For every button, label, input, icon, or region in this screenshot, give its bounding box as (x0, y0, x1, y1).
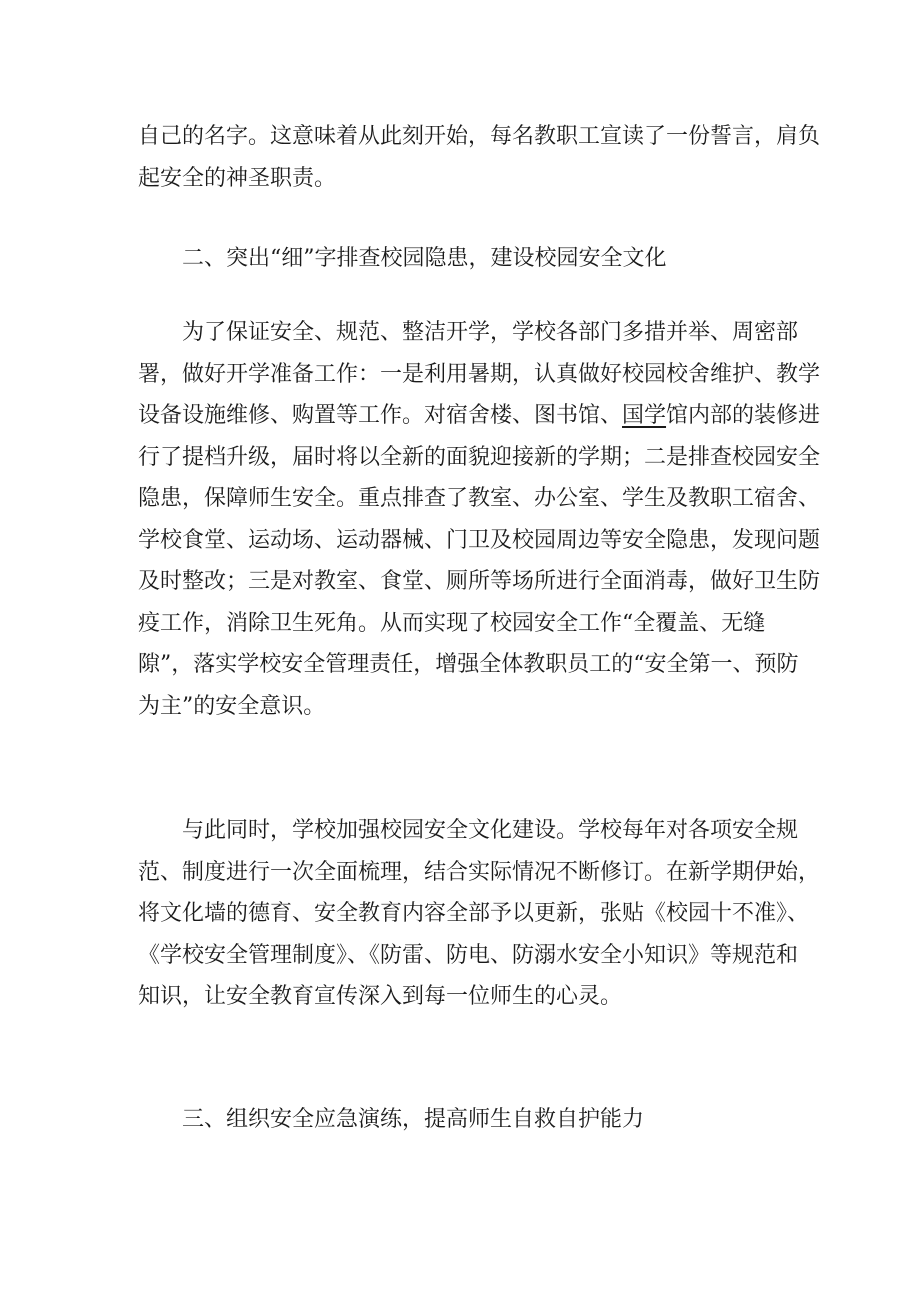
guoxue-link[interactable]: 国学 (622, 403, 667, 428)
paragraph-safety-culture (138, 810, 821, 1018)
text-line: 范、制度进行一次全面梳理，结合实际情况不断修订。在新学期伊始， (138, 859, 821, 885)
paragraph-inspection (138, 312, 821, 727)
text-line: 将文化墙的德育、安全教育内容全部予以更新，张贴《校园十不准》、 (138, 901, 810, 926)
section-heading-3: 三、组织安全应急演练，提高师生自救自护能力 (182, 1107, 645, 1132)
text-line: 《学校安全管理制度》、《防雷、防电、防溺水安全小知识》等规范和 (138, 942, 799, 968)
text-line: 行了提档升级，届时将以全新的面貌迎接新的学期；二是排查校园安全 (138, 444, 821, 470)
text-fragment: 馆内部的装修进 (666, 403, 821, 428)
text-line: 知识，让安全教育宣传深入到每一位师生的心灵。 (138, 984, 623, 1009)
text-line: 为了保证安全、规范、整洁开学，学校各部门多措并举、周密部 (182, 320, 799, 345)
text-line: 署，做好开学准备工作：一是利用暑期，认真做好校园校舍维护、教学 (138, 361, 821, 387)
text-fragment: 设备设施维修、购置等工作。对宿舍楼、图书馆、 (138, 403, 623, 428)
text-line: 及时整改；三是对教室、食堂、厕所等场所进行全面消毒，做好卫生防 (138, 569, 821, 594)
paragraph-continuation (138, 116, 821, 199)
section-heading-2: 二、突出“细”字排查校园隐患，建设校园安全文化 (182, 246, 667, 271)
text-line: 学校食堂、运动场、运动器械、门卫及校园周边等安全隐患，发现问题 (138, 527, 821, 553)
text-line: 隙”，落实学校安全管理责任，增强全体教职员工的“安全第一、预防 (138, 652, 799, 677)
text-line: 起安全的神圣职责。 (138, 165, 337, 191)
text-line: 与此同时，学校加强校园安全文化建设。学校每年对各项安全规 (182, 818, 799, 843)
text-line: 隐患，保障师生安全。重点排查了教室、办公室、学生及教职工宿舍、 (138, 486, 821, 511)
text-line: 为主”的安全意识。 (138, 693, 326, 719)
text-line-with-link (138, 395, 821, 437)
text-line: 疫工作，消除卫生死角。从而实现了校园安全工作“全覆盖、无缝 (138, 610, 766, 636)
text-line: 自己的名字。这意味着从此刻开始，每名教职工宣读了一份誓言，肩负 (138, 124, 821, 149)
